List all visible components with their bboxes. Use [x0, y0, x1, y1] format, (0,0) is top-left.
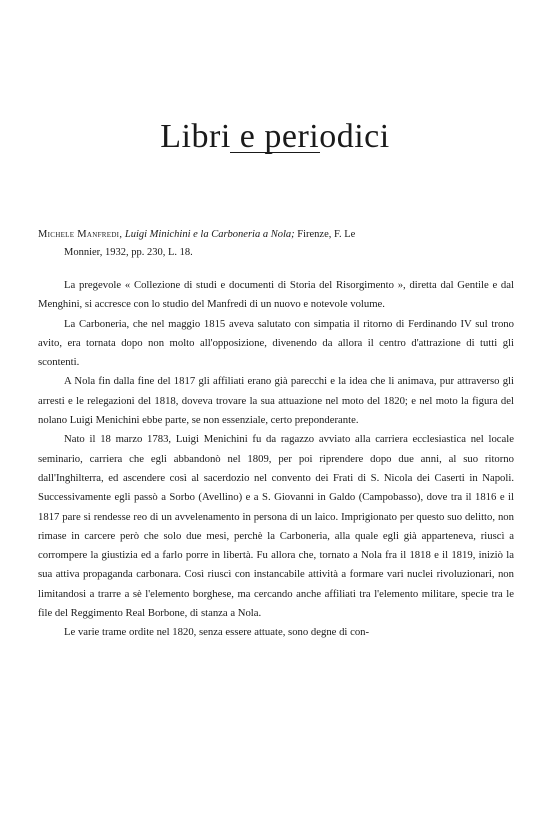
paragraph-3: A Nola fin dalla fine del 1817 gli affiliati erano già parecchi e la idea che li animava, pur attraverso gli arresti e le relegazioni del 1818, doveva trovare la sua attuazione nel moto del 1820; e nel moto la figura del nolano Luigi Menichini ebbe parte, se non essenziale, certo preponderante.: [38, 375, 514, 427]
citation-publisher-1: Firenze, F. Le: [297, 229, 356, 240]
review-body: [38, 276, 514, 643]
citation-line-1: [38, 226, 514, 244]
title-divider: [230, 152, 320, 153]
citation-author: Michele Manfredi,: [38, 229, 123, 240]
paragraph-4: Nato il 18 marzo 1783, Luigi Menichini fu da ragazzo avviato alla carriera ecclesiastica nel locale seminario, carriera che egli abbandonò nel 1809, per poi riprendere dopo due anni, al suo ritorno dall'Inghilterra, ed ascendere così al sacerdozio nel convento dei Frati di S. Nicola dei Caserti in Napoli. Successivamente egli passò a Sorbo (Avellino) e a S. Giovanni in Galdo (Campobasso), dove tra il 1816 e il 1817 pare si rendesse reo di un avvelenamento in persona di un laico. Imprigionato per questo suo delitto, non rimase in carcere però che solo due mesi, perchè la Carboneria, alla quale egli già apparteneva, riuscì a corrompere la giustizia ed a farlo porre in libertà. Fu allora che, tornato a Nola fra il 1818 e il 1819, iniziò la sua attiva propaganda carbonara. Così riuscì con instancabile attività a formare vari nuclei rivoluzionari, non limitandosi a trarre a sè l'elemento borghese, ma cercando anche affiliati tra l'elemento militare, specie tra le file del Reggimento Real Borbone, di stanza a Nola.: [38, 433, 514, 620]
citation-publisher-2: Monnier, 1932, pp. 230, L. 18.: [64, 247, 193, 258]
citation-work: Luigi Minichini e la Carboneria a Nola;: [124, 229, 295, 240]
paragraph-1: La pregevole « Collezione di studi e documenti di Storia del Risorgimento », diretta dal Gentile e dal Menghini, si accresce con lo studio del Manfredi di un nuovo e notevole volume.: [38, 279, 514, 311]
paragraph-5: Le varie trame ordite nel 1820, senza essere attuate, sono degne di con-: [64, 626, 370, 639]
book-citation: [38, 226, 514, 262]
page-title: Libri e periodici: [160, 117, 390, 155]
paragraph-2: La Carboneria, che nel maggio 1815 aveva salutato con simpatia il ritorno di Ferdinando IV sul trono avito, era tornata dopo non molto all'opposizione, divenendo da allora il centro d'attrazione di tutti gli scontenti.: [38, 317, 514, 369]
